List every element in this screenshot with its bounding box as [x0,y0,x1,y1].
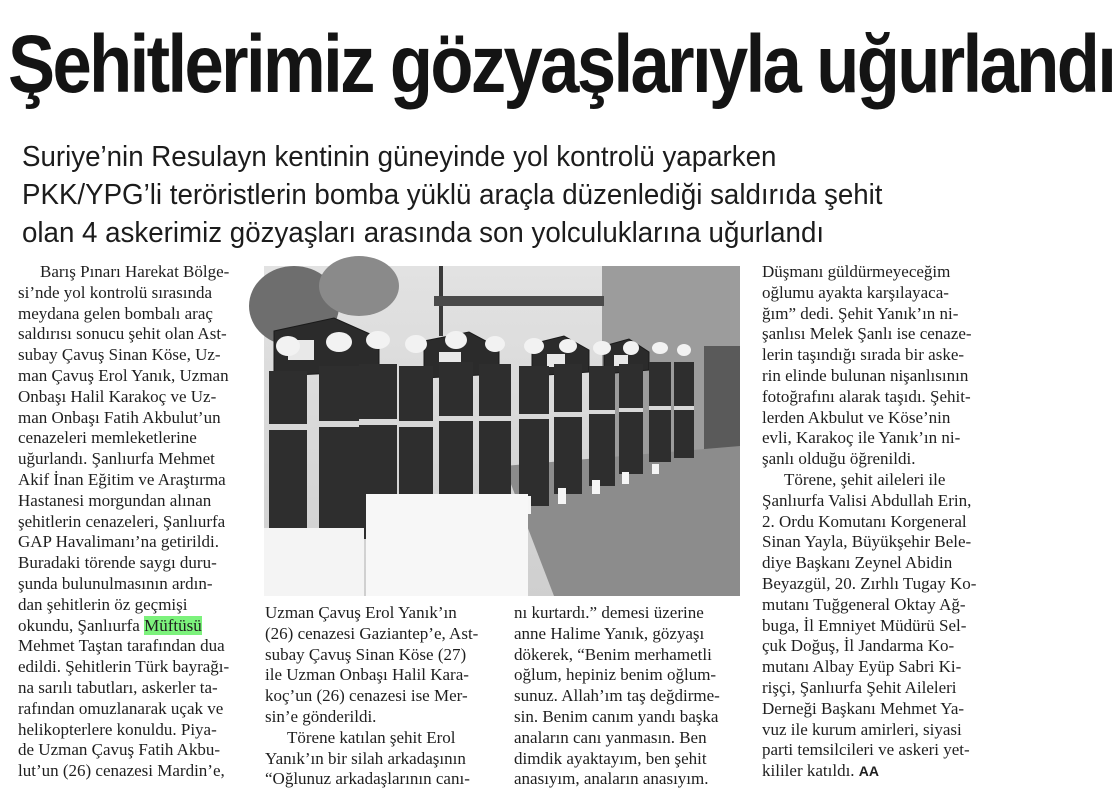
subheadline-line: olan 4 askerimiz gözyaşları arasında son yolculuklarına uğurlandı [22,217,825,249]
article-column-4 [762,262,998,782]
text-line: “Oğlunuz arkadaşlarının canı- [265,769,470,789]
text-line: uğurlandı. Şanlıurfa Mehmet [18,449,215,469]
text-line: edildi. Şehitlerin Türk bayrağı- [18,657,230,677]
article-column-2 [265,603,515,790]
text-line: Yanık’ın bir silah arkadaşının [265,748,466,768]
text-line: şunda bulunulmasının ardın- [18,573,213,593]
text-line: ile Uzman Onbaşı Halil Kara- [265,665,469,685]
text-line: oğlum, hepiniz benim oğlum- [514,665,717,685]
text-line: Düşmanı güldürmeyeceğim [762,262,951,281]
text-line: Onbaşı Halil Karakoç ve Uz- [18,386,217,406]
text-line: lut’un (26) cenazesi Mardin’e, [18,761,225,781]
text-line: şehitlerin cenazeleri, Şanlıurfa [18,511,226,531]
text-line: Uzman Çavuş Erol Yanık’ın [265,603,457,622]
text-line: si’nde yol kontrolü sırasında [18,282,213,302]
text-line: çuk Doğuş, İl Jandarma Ko- [762,636,955,656]
text-line: şanlı olduğu öğrenildi. [762,449,916,469]
text-line: lerin taşındığı sırada bir aske- [762,345,965,365]
text-line: Akif İnan Eğitim ve Araştırma [18,469,226,489]
text-line: helikopterlere konuldu. Piya- [18,719,217,739]
article-column-1 [18,262,260,782]
text-line: rin elinde bulunan nişanlısının [762,365,969,385]
text-line: şanlısı Melek Şanlı ise cenaze- [762,324,972,344]
text-line: subay Çavuş Sinan Köse (27) [265,644,467,664]
text-line: anne Halime Yanık, gözyaşı [514,623,705,643]
text-line: Buradaki törende saygı duru- [18,553,217,573]
subheadline [22,138,977,252]
text-line: lerden Akbulut ve Köse’nin [762,407,951,427]
text-line: GAP Havalimanı’na getirildi. [18,532,219,552]
text-line: mutanı Albay Eyüp Sabri Ki- [762,657,962,677]
text-line: anaların canı yanmasın. Ben [514,727,707,747]
article-column-3 [514,603,742,790]
text-line: Şanlıurfa Valisi Abdullah Erin, [762,490,972,510]
text-line: fotoğrafını alarak taşıdı. Şehit- [762,386,971,406]
agency-signature: AA [858,763,880,780]
text-line: oğlumu ayakta karşılayaca- [762,282,949,302]
text-line: 2. Ordu Komutanı Korgeneral [762,511,967,531]
text-line: dan şehitlerin öz geçmişi [18,594,188,614]
text-line: man Çavuş Erol Yanık, Uzman [18,365,229,385]
text-line: subay Çavuş Sinan Köse, Uz- [18,345,221,365]
text-line: koç’un (26) cenazesi ise Mer- [265,686,468,706]
text-line: cenazeleri memleketlerine [18,428,197,448]
funeral-photo [264,266,740,596]
text-line: buga, İl Emniyet Müdürü Sel- [762,615,967,635]
text-line: dökerek, “Benim merhametli [514,644,712,664]
text-line: anasıyım, anaların anasıyım. [514,769,709,789]
text-line: rişçi, Şanlıurfa Şehit Aileleri [762,677,957,697]
text-line: Hastanesi morgundan alınan [18,490,212,510]
text-line: Törene, şehit aileleri ile [784,469,946,489]
text-line: evli, Karakoç ile Yanık’ın ni- [762,428,961,448]
photo-illustration [264,266,740,596]
text-line: de Uzman Çavuş Fatih Akbu- [18,740,221,760]
text-line: sin. Benim canım yandı başka [514,706,719,726]
text-line [762,761,998,782]
text-line: saldırısı sonucu şehit olan Ast- [18,324,227,344]
text-line: sunuz. Allah’ım taş değdirme- [514,686,720,706]
text-line: rafından omuzlanarak uçak ve [18,698,224,718]
headline: Şehitlerimiz gözyaşlarıyla uğurlandı [8,19,1114,110]
text-line: Beyazgül, 20. Zırhlı Tugay Ko- [762,573,977,593]
text-fragment: kililer katıldı. [762,761,859,781]
highlighted-word: Müftüsü [144,615,202,635]
text-line: nı kurtardı.” demesi üzerine [514,603,704,622]
text-line: Törene katılan şehit Erol [287,727,456,747]
text-line: parti temsilcileri ve askeri yet- [762,740,970,760]
text-line: na sarılı tabutları, askerler ta- [18,677,218,697]
subheadline-line: PKK/YPG’li teröristlerin bomba yüklü araçla düzenlediği saldırıda şehit [22,179,883,211]
text-line: ğım” dedi. Şehit Yanık’ın ni- [762,303,959,323]
text-line: man Onbaşı Fatih Akbulut’un [18,407,221,427]
text-line: sin’e gönderildi. [265,706,377,726]
text-line: Sinan Yayla, Büyükşehir Bele- [762,532,972,552]
text-line: dimdik ayaktayım, ben şehit [514,748,707,768]
text-fragment: okundu, Şanlıurfa [18,615,145,635]
text-line [18,616,260,637]
subheadline-line: Suriye’nin Resulayn kentinin güneyinde yol kontrolü yaparken [22,141,777,173]
text-line: Derneği Başkanı Mehmet Ya- [762,698,965,718]
text-line: Barış Pınarı Harekat Bölge- [40,262,230,281]
text-line: diye Başkanı Zeynel Abidin [762,553,953,573]
text-line: mutanı Tuğgeneral Oktay Ağ- [762,594,966,614]
text-line: vuz ile kurum amirleri, siyasi [762,719,962,739]
text-line: meydana gelen bombalı araç [18,303,213,323]
text-line: Mehmet Taştan tarafından dua [18,636,225,656]
text-line: (26) cenazesi Gaziantep’e, Ast- [265,623,479,643]
